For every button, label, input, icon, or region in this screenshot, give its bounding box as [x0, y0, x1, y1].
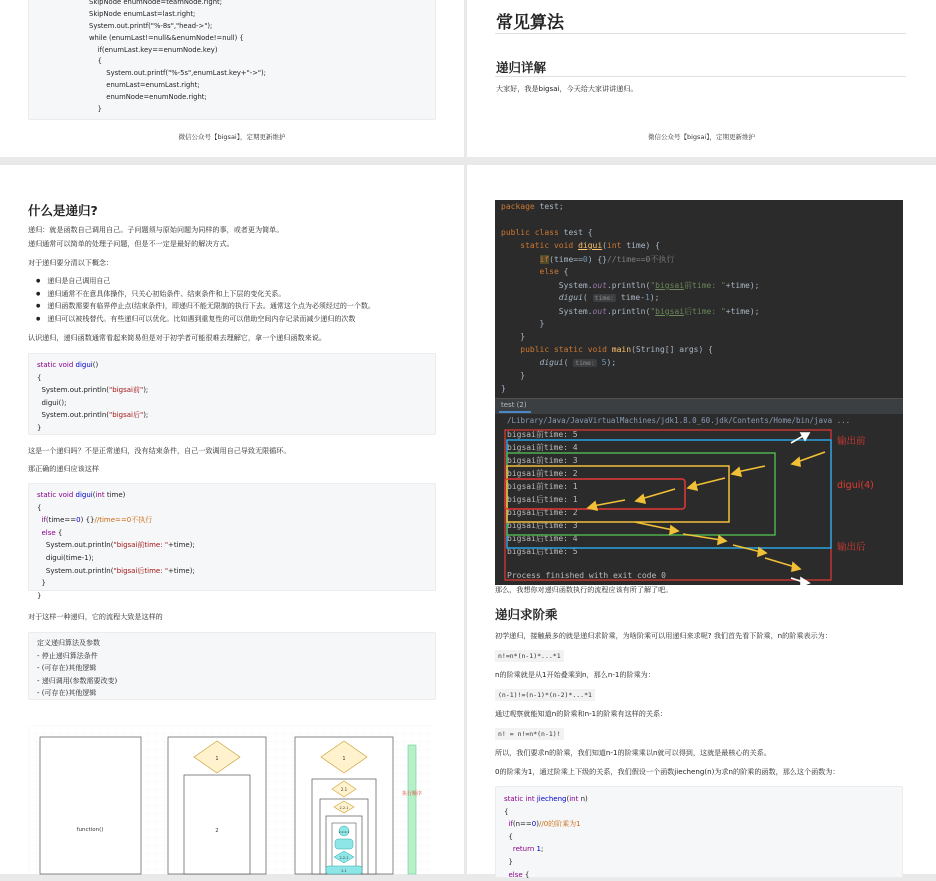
editor-line: public static void main(String[] args) { — [520, 345, 713, 354]
page-4 — [467, 165, 936, 879]
console-line: bigsai前time: 4 — [507, 443, 578, 452]
code-line: SkipNode enumLast=last.right; — [89, 9, 196, 18]
code-line: SkipNode enumNode=teamNode.right; — [89, 0, 222, 6]
diagram-label: 2.2.2.1 — [338, 830, 350, 834]
section-title: 递归详解 — [496, 60, 547, 75]
console-finish: Process finished with exit code 0 — [507, 571, 666, 580]
editor-line: } — [501, 332, 526, 341]
code-line: - 递归调用(参数需要改变) — [37, 676, 118, 685]
code-line: { — [37, 503, 42, 512]
code-line: static void digui() — [37, 361, 99, 369]
title-divider — [495, 33, 906, 34]
code-line: { — [89, 57, 102, 66]
code-line: } — [89, 105, 102, 114]
editor-line: public class test { — [501, 228, 593, 237]
annotation-before: 输出前 — [837, 436, 866, 447]
diagram-label: 2.2.1 — [339, 856, 349, 860]
paragraph: 认识递归，递归函数通常看起来简易但是对于初学者可能很难去理解它，拿一个递归函数来说。 — [28, 333, 326, 342]
code-line: static void digui(int time) — [37, 491, 126, 499]
code-line: System.out.println("bigsai前"); — [37, 386, 149, 395]
console-line: bigsai后time: 3 — [507, 521, 578, 530]
console-line: bigsai前time: 2 — [507, 469, 578, 478]
diagram-label: 2 — [215, 828, 219, 834]
code-line: } — [37, 579, 46, 588]
code-line: if(n==0)//0的阶乘为1 — [508, 820, 581, 829]
recursion-diagram — [28, 725, 436, 874]
diagram-function-label: function() — [76, 827, 104, 833]
code-line: - 停止递归算法条件 — [37, 651, 98, 660]
code-line: enumNode=enumNode.right; — [89, 93, 207, 102]
console-path: /Library/Java/JavaVirtualMachines/jdk1.8.0_60.jdk/Contents/Home/bin/java ... — [507, 416, 851, 425]
editor-line: } — [501, 384, 506, 393]
code-line: { — [504, 832, 513, 841]
editor-line: digui( time: 5); — [539, 358, 617, 367]
code-line: { — [37, 373, 42, 382]
bracket-box-4 — [507, 440, 831, 548]
diagram-label: 2.1 — [341, 869, 347, 873]
paragraph: 所以，我们要求n的阶乘，我们知道n-1的阶乘乘以n就可以得到，这就是最核心的关系。 — [495, 748, 771, 757]
editor-line: if(time==0) {}//time==0不执行 — [539, 255, 675, 264]
code-line: static int jiecheng(int n) — [504, 795, 588, 803]
section-divider — [495, 76, 906, 77]
editor-line: } — [501, 371, 526, 380]
code-line: - (可存在)其他逻辑 — [37, 664, 97, 673]
code-line: return 1; — [512, 845, 544, 854]
editor-line: digui( time: time-1); — [558, 293, 660, 302]
list-item: ● 递归通常不在意具体操作，只关心初始条件、结束条件和上下层的变化关系。 — [36, 289, 375, 302]
code-block-jiecheng — [495, 786, 903, 878]
console-line: bigsai前time: 3 — [507, 456, 578, 465]
code-line: else { — [508, 870, 530, 879]
diagram-order-label: 执行顺序 — [401, 791, 423, 797]
editor-line: System.out.println("bigsai前time: "+time); — [501, 281, 760, 290]
code-line: } — [37, 591, 42, 600]
page-footer: 微信公众号【bigsai】，定期更新维护 — [648, 133, 755, 141]
diagram-label: 2.2.1 — [339, 806, 349, 810]
paragraph: 对于这样一种递归，它的流程大致是这样的 — [28, 612, 163, 621]
page-3 — [0, 165, 464, 874]
annotation-after: 输出后 — [837, 542, 866, 553]
paragraph: 通过观察就能知道n的阶乘和n-1的阶乘有这样的关系： — [495, 709, 668, 718]
console-line: bigsai后time: 4 — [507, 534, 578, 543]
code-line: } — [37, 423, 42, 432]
list-item: ● 递归是自己调用自己 — [36, 276, 375, 289]
console-line: bigsai前time: 5 — [507, 430, 578, 439]
code-line: System.out.println("bigsai后time: "+time); — [37, 566, 195, 575]
code-line: while (enumLast!=null&&enumNode!=null) { — [89, 33, 244, 42]
formula: n!=n*(n-1)*...*1 — [495, 650, 564, 662]
console-line: bigsai后time: 1 — [507, 495, 578, 504]
paragraph: 这是一个递归吗？不是正常递归，没有结束条件，自己一致调用自己导致无限循环。 — [28, 446, 291, 455]
code-line: System.out.println("bigsai前time: "+time); — [37, 541, 195, 550]
console-line: bigsai后time: 5 — [507, 547, 578, 556]
code-line: System.out.printf("%-8s","head->"); — [89, 21, 213, 30]
formula: (n-1)!=(n-1)*(n-2)*...*1 — [495, 689, 595, 701]
list-item: ● 递归函数需要有临界停止点(结束条件)，即递归不能无限制的执行下去。通常这个点为必须经过的一个数。 — [36, 301, 375, 314]
output-annotation-overlay — [495, 200, 903, 585]
paragraph: 递归：就是函数自己调用自己。子问题须与原始问题为同样的事，或者更为简单。 — [28, 225, 284, 234]
section-heading: 什么是递归? — [28, 203, 98, 218]
section-title: 递归求阶乘 — [495, 607, 558, 622]
concept-list — [36, 276, 375, 326]
paragraph: 那正确的递归应该这样 — [28, 464, 99, 473]
paragraph: 那么，我想你对递归函数执行的流程应该有所了解了吧。 — [495, 585, 673, 594]
code-block-digui — [28, 353, 436, 435]
tab-run-test[interactable]: test (2) — [501, 401, 527, 409]
skiplist-code-block — [28, 0, 436, 120]
paragraph: 0的阶乘为1，通过阶乘上下级的关系，我们假设一个函数jiecheng(n)为求n的阶乘的函数，那么这个函数为： — [495, 767, 840, 776]
paragraph: 初学递归，接触最多的就是递归求阶乘，为啥阶乘可以用递归来求呢? 我们首先看下阶乘，n的阶乘表示为： — [495, 631, 832, 640]
paragraph: 对于递归要分清以下概念： — [28, 258, 114, 267]
code-line: digui(); — [37, 398, 67, 407]
editor-line: System.out.println("bigsai后time: "+time); — [501, 307, 760, 316]
editor-line: else { — [539, 267, 569, 276]
diagram-inner-box — [184, 775, 250, 874]
bracket-box-2 — [507, 466, 729, 522]
code-block-digui-time — [28, 483, 436, 600]
paragraph: n的阶乘就是从1开始叠乘到n，那么n-1的阶乘为： — [495, 670, 655, 679]
editor-line: } — [501, 319, 545, 328]
page-1 — [0, 0, 464, 157]
diagram-function-box — [40, 737, 141, 874]
code-line: else { — [41, 528, 63, 537]
code-lines — [89, 0, 435, 116]
diagram-label: 1 — [215, 756, 219, 762]
code-line: System.out.println("bigsai后"); — [37, 411, 149, 420]
page-2 — [467, 0, 936, 157]
code-line: System.out.printf("%-5s",enumLast.key+"->"); — [89, 69, 266, 78]
formula: n! = n!=n*(n-1)! — [495, 728, 564, 740]
annotation-digui4: digui(4) — [837, 480, 874, 491]
paragraph: 递归通常可以简单的处理子问题，但是不一定是最好的解决方式。 — [28, 239, 234, 248]
list-item: ● 递归可以被栈替代。有些递归可以优化。比如遇到重复性的可以借助空间内存记录而减少递归的次数 — [36, 314, 375, 327]
code-line: 定义递归算法及参数 — [37, 639, 100, 647]
code-line: enumLast=enumLast.right; — [89, 81, 200, 90]
editor-line: package test; — [501, 202, 564, 211]
console-line: bigsai前time: 1 — [507, 482, 578, 491]
code-line: - (可存在)其他逻辑 — [37, 689, 97, 698]
flow-steps-block — [28, 632, 436, 700]
code-line: digui(time-1); — [37, 553, 94, 562]
page-title: 常见算法 — [496, 13, 564, 33]
page-footer: 微信公众号【bigsai】，定期更新维护 — [178, 133, 286, 141]
editor-line: static void digui(int time) { — [520, 241, 660, 250]
ide-screenshot — [495, 200, 903, 585]
code-line: } — [504, 857, 513, 866]
diagram-order-bar — [408, 745, 416, 874]
code-line: { — [504, 807, 509, 816]
code-line: if(time==0) {}//time==0不执行 — [41, 516, 153, 525]
console-line: bigsai后time: 2 — [507, 508, 578, 517]
diagram-label: 2.1 — [340, 787, 348, 792]
code-line: if(enumLast.key==enumNode.key) — [89, 45, 218, 54]
intro-text: 大家好，我是bigsai，今天给大家讲讲递归。 — [496, 84, 638, 93]
diagram-label: 1 — [342, 756, 346, 762]
